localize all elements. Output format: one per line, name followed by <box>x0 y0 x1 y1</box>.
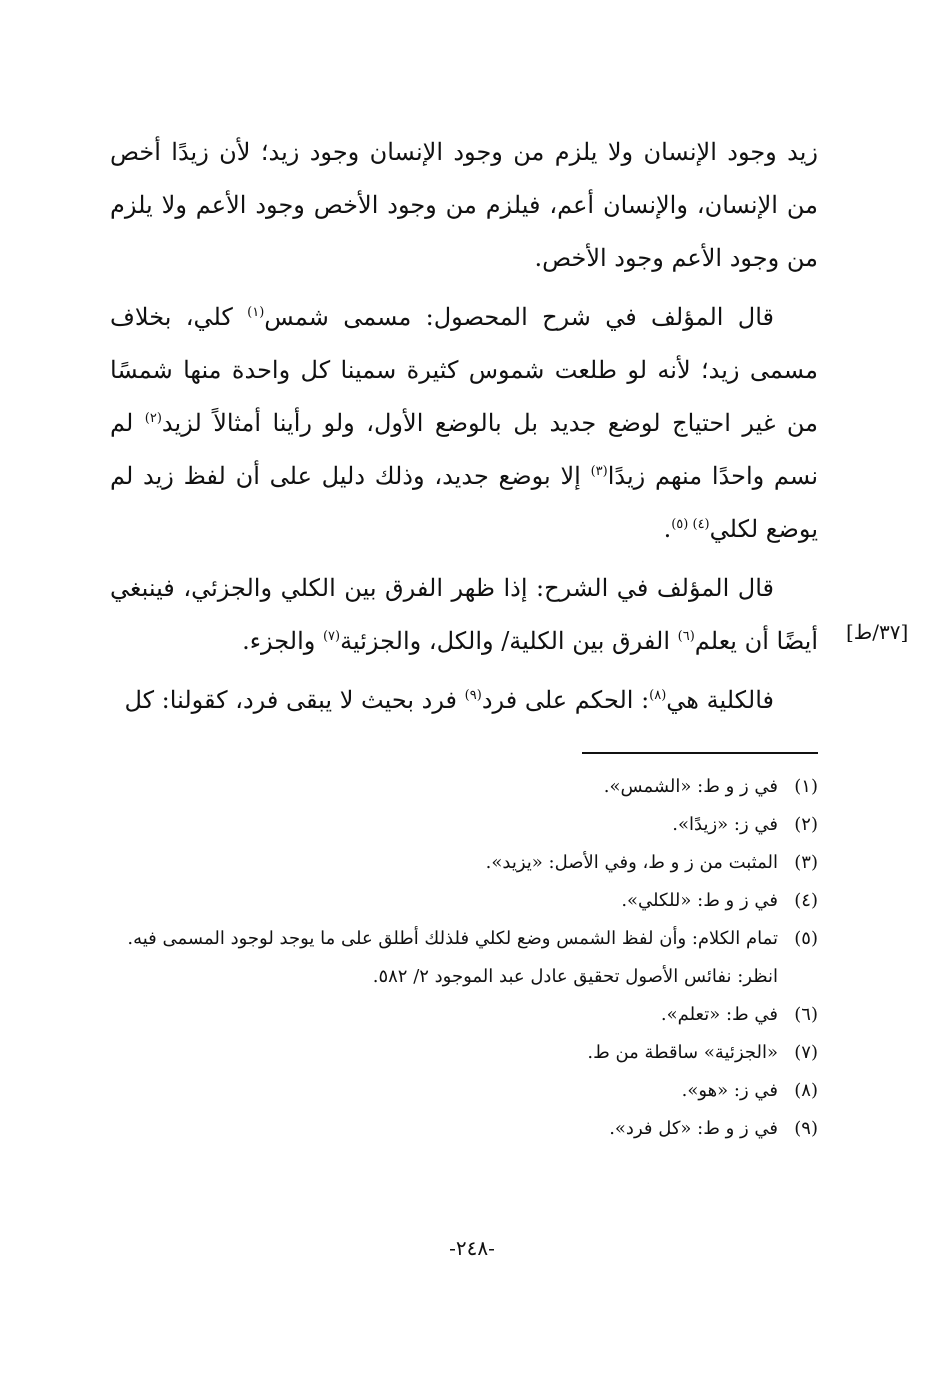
footnote-number: (٣) <box>794 852 818 873</box>
footnote-ref: (٢) <box>144 411 162 426</box>
footnote-number: (٤) <box>794 890 818 911</box>
text-segment: لم نسم واحدًا منهم زيدًا <box>110 409 818 490</box>
footnote-text: في ز و ط: «كل فرد». <box>609 1118 778 1139</box>
footnote-number: (٨) <box>794 1080 818 1101</box>
text-segment: والجزء. <box>242 627 323 655</box>
margin-page-reference: [٣٧/ط] <box>846 620 909 644</box>
text-segment: : الحكم على فرد <box>481 686 650 714</box>
main-text <box>110 126 818 733</box>
footnote-number: (٥) <box>794 928 818 949</box>
text-segment: . <box>663 515 672 543</box>
footnote <box>110 882 818 920</box>
footnote-ref: (٨) <box>649 688 667 703</box>
text-segment: الفرق بين الكلية/ والكل، والجزئية <box>340 627 678 655</box>
page-number: -٢٤٨- <box>449 1236 495 1260</box>
footnote <box>110 1034 818 1072</box>
footnote-text: في ز و ط: «للكلي». <box>621 890 778 911</box>
footnote-ref: (٧) <box>322 629 341 644</box>
footnote <box>110 920 818 958</box>
footnote-number: (٢) <box>794 814 818 835</box>
footnote-ref: (٦) <box>677 629 695 644</box>
paragraph-3 <box>110 562 818 668</box>
footnote-text: تمام الكلام: وأن لفظ الشمس وضع لكلي فلذلك أطلق على ما يوجد لوجود المسمى فيه. <box>127 928 778 949</box>
footnote <box>110 1110 818 1148</box>
text-segment: فرد بحيث لا يبقى فرد، كقولنا: كل <box>124 686 465 714</box>
footnote-divider <box>582 752 818 754</box>
footnote-number: (٧) <box>794 1042 818 1063</box>
footnote-number: (٩) <box>794 1118 818 1139</box>
text-segment: إلا بوضع جديد، وذلك دليل على أن لفظ زيد لم يوضع لكلي <box>110 462 818 543</box>
footnote-ref: (٣) <box>590 464 608 479</box>
footnote <box>110 1072 818 1110</box>
footnote <box>110 768 818 806</box>
footnote-text: المثبت من ز و ط، وفي الأصل: «يزيد». <box>485 852 778 873</box>
footnote-text: في ط: «تعلم». <box>660 1004 778 1025</box>
footnote-number: (١) <box>794 776 818 797</box>
footnote-text: في ز و ط: «الشمس». <box>603 776 778 797</box>
footnote-text: «الجزئية» ساقطة من ط. <box>587 1042 778 1063</box>
footnote <box>110 996 818 1034</box>
footnote <box>110 844 818 882</box>
footnote <box>110 806 818 844</box>
footnotes <box>110 768 818 1148</box>
footnote-text: في ز: «هو». <box>681 1080 778 1101</box>
footnote-text: انظر: نفائس الأصول تحقيق عادل عبد الموجود ٢/ ٥٨٢. <box>372 966 778 987</box>
paragraph-2 <box>110 291 818 556</box>
text-segment: فالكلية هي <box>666 686 774 714</box>
text-segment: قال المؤلف في الشرح: إذا ظهر الفرق بين الكلي والجزئي، فينبغي أيضًا أن يعلم <box>110 574 818 655</box>
footnote-text: في ز: «زيدًا». <box>672 814 778 835</box>
paragraph-4 <box>110 674 818 727</box>
footnote-continuation <box>110 958 818 996</box>
text-segment: كلي، بخلاف مسمى زيد؛ لأنه لو طلعت شموس كثيرة سمينا كل واحدة منها شمسًا من غير احتياج لوضع جديد بل بالوضع الأول، ولو رأينا أمثالاً لزيد <box>110 303 818 437</box>
footnote-ref: (١) <box>247 305 265 320</box>
paragraph-1: زيد وجود الإنسان ولا يلزم من وجود الإنسان وجود زيد؛ لأن زيدًا أخص من الإنسان، والإنسان أعم، فيلزم من وجود الأخص وجود الأعم ولا يلزم من وجود الأعم وجود الأخص. <box>110 138 818 272</box>
footnote-ref: (٩) <box>464 688 482 703</box>
footnote-ref: (٤) (٥) <box>671 517 710 532</box>
footnote-number: (٦) <box>794 1004 818 1025</box>
text-segment: قال المؤلف في شرح المحصول: مسمى شمس <box>264 303 774 331</box>
